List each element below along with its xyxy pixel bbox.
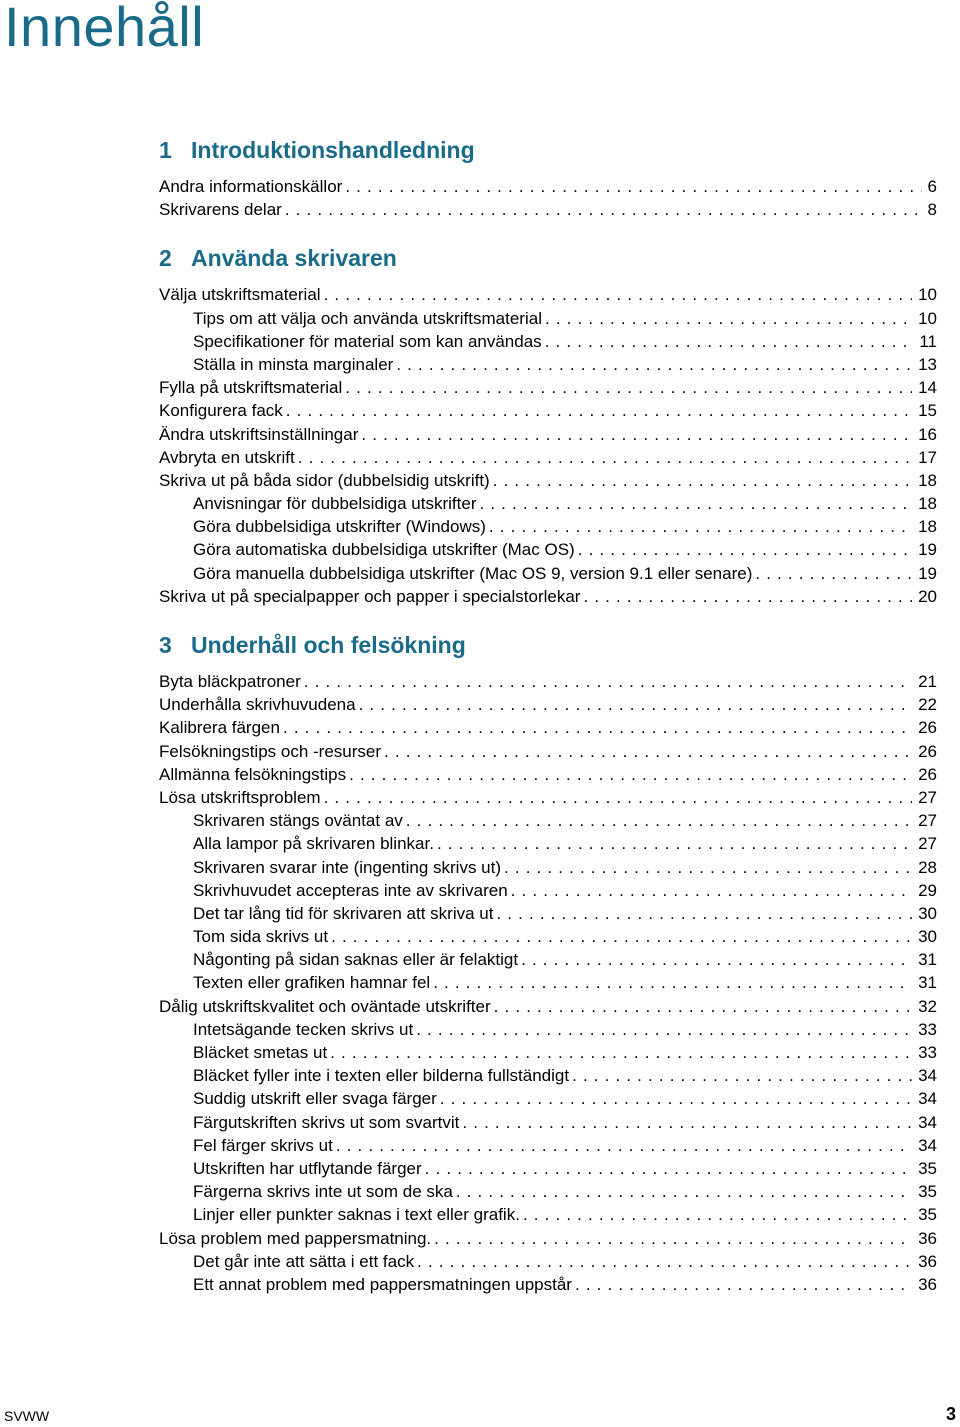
table-of-contents [159, 137, 937, 1296]
dot-leader [324, 786, 913, 809]
toc-entry-page-number: 34 [918, 1066, 937, 1086]
toc-entry[interactable] [159, 1134, 937, 1157]
toc-entry[interactable] [159, 562, 937, 585]
dot-leader [298, 446, 912, 469]
toc-entry-label: Fel färger skrivs ut [193, 1135, 333, 1155]
toc-entry-label: Färgerna skrivs inte ut som de ska [193, 1182, 453, 1202]
toc-entry-page-number: 17 [918, 447, 937, 467]
dot-leader [425, 1157, 912, 1180]
toc-entry-label: Utskriften har utflytande färger [193, 1158, 422, 1178]
toc-entry-label: Tom sida skrivs ut [193, 927, 329, 947]
toc-entry[interactable] [159, 670, 937, 693]
toc-entry[interactable] [159, 925, 937, 948]
toc-entry-page-number: 22 [918, 695, 937, 715]
toc-entry-page-number: 36 [918, 1274, 937, 1294]
toc-entry[interactable] [159, 538, 937, 561]
toc-entry-page-number: 20 [918, 586, 937, 606]
toc-entry-label: Suddig utskrift eller svaga färger [193, 1089, 437, 1109]
dot-leader [493, 469, 912, 492]
chapter-heading[interactable] [159, 245, 937, 283]
dot-leader [456, 1180, 912, 1203]
dot-leader [496, 902, 912, 925]
footer-page-number: 3 [945, 1404, 956, 1424]
toc-entry[interactable] [159, 809, 937, 832]
dot-leader [479, 492, 912, 515]
dot-leader [336, 1134, 912, 1157]
toc-entry-label: Linjer eller punkter saknas i text eller grafik. [193, 1205, 520, 1225]
toc-entry[interactable] [159, 492, 937, 515]
toc-entry-label: Ett annat problem med pappersmatningen uppstår [193, 1274, 572, 1294]
toc-entry-label: Skriva ut på båda sidor (dubbelsidig utskrift) [159, 470, 490, 490]
toc-entry[interactable] [159, 1250, 937, 1273]
toc-entry-page-number: 11 [919, 331, 937, 351]
toc-entry-label: Andra informationskällor [159, 177, 343, 196]
toc-entry[interactable] [159, 330, 937, 353]
dot-leader [521, 948, 912, 971]
toc-entry-label: Byta bläckpatroner [159, 672, 301, 691]
toc-entry-label: Felsökningstips och -resurser [159, 741, 382, 761]
toc-entry-page-number: 19 [918, 563, 937, 583]
toc-entry-page-number: 31 [918, 950, 937, 970]
toc-entry[interactable] [159, 1041, 937, 1064]
toc-entry-page-number: 30 [918, 927, 937, 947]
dot-leader [286, 399, 912, 422]
toc-entry[interactable] [159, 353, 937, 376]
dot-leader [396, 353, 912, 376]
chapter-title: Introduktionshandledning [191, 137, 475, 163]
toc-entry-page-number: 35 [918, 1158, 937, 1178]
toc-entry-page-number: 14 [918, 378, 937, 398]
toc-entry[interactable] [159, 995, 937, 1018]
toc-entry-page-number: 18 [918, 517, 937, 537]
dot-leader [545, 307, 912, 330]
toc-entry[interactable] [159, 693, 937, 716]
toc-entry-page-number: 19 [918, 540, 937, 560]
toc-entry-label: Ställa in minsta marginaler [193, 354, 394, 374]
toc-entry[interactable] [159, 856, 937, 879]
chapter-heading[interactable] [159, 137, 937, 175]
dot-leader [545, 330, 914, 353]
toc-entry-label: Någonting på sidan saknas eller är felaktigt [193, 950, 519, 970]
toc-entry-page-number: 34 [918, 1089, 937, 1109]
toc-entry-label: Tips om att välja och använda utskriftsmaterial [193, 308, 542, 328]
dot-leader [359, 693, 913, 716]
toc-entry-page-number: 26 [918, 718, 937, 738]
dot-leader [462, 1111, 912, 1134]
toc-entry-page-number: 33 [918, 1043, 937, 1062]
dot-leader [578, 538, 912, 561]
toc-entry-page-number: 34 [918, 1112, 937, 1132]
toc-entry-label: Bläcket fyller inte i texten eller bilderna fullständigt [193, 1066, 570, 1086]
toc-entry-label: Fylla på utskriftsmaterial [159, 378, 343, 398]
dot-leader [285, 198, 922, 221]
toc-entry-page-number: 27 [918, 834, 937, 854]
toc-entry-label: Bläcket smetas ut [193, 1043, 328, 1062]
dot-leader [324, 283, 913, 306]
toc-entry-label: Texten eller grafiken hamnar fel [193, 973, 431, 993]
dot-leader [434, 1227, 912, 1250]
footer-left-text: SVWW [4, 1408, 50, 1424]
toc-entry-label: Skriva ut på specialpapper och papper i specialstorlekar [159, 586, 581, 606]
toc-entry[interactable] [159, 1180, 937, 1203]
chapter-title: Använda skrivaren [191, 245, 397, 272]
toc-entry-label: Intetsägande tecken skrivs ut [193, 1019, 414, 1039]
chapter-number: 2 [159, 245, 172, 272]
toc-entry-label: Alla lampor på skrivaren blinkar. [193, 834, 434, 854]
toc-entry[interactable] [159, 1087, 937, 1110]
toc-entry-page-number: 21 [918, 672, 937, 691]
chapter-heading[interactable] [159, 632, 937, 670]
toc-entry[interactable] [159, 175, 937, 198]
toc-entry[interactable] [159, 1064, 937, 1087]
toc-entry-page-number: 33 [918, 1019, 937, 1039]
toc-entry-label: Specifikationer för material som kan användas [193, 331, 542, 351]
toc-entry-page-number: 27 [918, 811, 937, 831]
toc-entry[interactable] [159, 1203, 937, 1226]
toc-entry[interactable] [159, 902, 937, 925]
toc-entry-label: Välja utskriftsmaterial [159, 285, 321, 305]
toc-entry[interactable] [159, 469, 937, 492]
toc-entry-label: Göra manuella dubbelsidiga utskrifter (Mac OS 9, version 9.1 eller senare) [193, 563, 753, 583]
dot-leader [433, 971, 912, 994]
toc-entry-page-number: 13 [918, 354, 937, 374]
toc-entry[interactable] [159, 716, 937, 739]
dot-leader [283, 716, 912, 739]
toc-entry[interactable] [159, 1157, 937, 1180]
toc-entry-page-number: 26 [918, 764, 937, 784]
dot-leader [504, 856, 912, 879]
toc-entry-page-number: 18 [918, 470, 937, 490]
toc-entry-page-number: 36 [918, 1251, 937, 1271]
toc-entry[interactable] [159, 879, 937, 902]
toc-entry-page-number: 35 [918, 1182, 937, 1202]
toc-entry-page-number: 31 [918, 973, 937, 993]
dot-leader [575, 1273, 912, 1296]
dot-leader [349, 763, 912, 786]
dot-leader [416, 1018, 912, 1041]
dot-leader [345, 175, 921, 198]
toc-entry[interactable] [159, 1018, 937, 1041]
toc-entry-page-number: 15 [918, 401, 937, 421]
toc-entry[interactable] [159, 971, 937, 994]
dot-leader [494, 995, 912, 1018]
toc-entry[interactable] [159, 307, 937, 330]
toc-entry-page-number: 16 [918, 424, 937, 444]
dot-leader [511, 879, 912, 902]
toc-entry-page-number: 27 [918, 787, 937, 807]
toc-entry[interactable] [159, 1227, 937, 1250]
toc-entry-page-number: 35 [918, 1205, 937, 1225]
dot-leader [437, 832, 912, 855]
toc-entry-label: Anvisningar för dubbelsidiga utskrifter [193, 494, 477, 514]
chapter-number: 3 [159, 632, 172, 658]
page-title: Innehåll [4, 0, 205, 58]
dot-leader [345, 376, 912, 399]
toc-entry[interactable] [159, 283, 937, 306]
toc-entry[interactable] [159, 1273, 937, 1296]
dot-leader [489, 515, 912, 538]
toc-entry-label: Färgutskriften skrivs ut som svartvit [193, 1112, 460, 1132]
toc-entry[interactable] [159, 948, 937, 971]
toc-entry-page-number: 26 [918, 741, 937, 761]
dot-leader [440, 1087, 912, 1110]
toc-entry-page-number: 10 [918, 308, 937, 328]
toc-entry[interactable] [159, 515, 937, 538]
toc-entry-label: Allmänna felsökningstips [159, 764, 347, 784]
toc-entry[interactable] [159, 446, 937, 469]
toc-entry-label: Det tar lång tid för skrivaren att skriva ut [193, 903, 494, 923]
toc-entry-label: Kalibrera färgen [159, 718, 280, 738]
dot-leader [384, 740, 912, 763]
toc-entry[interactable] [159, 786, 937, 809]
toc-entry-label: Avbryta en utskrift [159, 447, 295, 467]
toc-entry-page-number: 32 [918, 996, 937, 1016]
dot-leader [304, 670, 912, 693]
toc-entry[interactable] [159, 740, 937, 763]
dot-leader [417, 1250, 912, 1273]
dot-leader [523, 1203, 912, 1226]
toc-entry-label: Lösa utskriftsproblem [159, 787, 321, 807]
toc-entry-page-number: 28 [918, 857, 937, 877]
toc-entry-page-number: 18 [918, 494, 937, 514]
toc-entry[interactable] [159, 832, 937, 855]
toc-entry-label: Skrivhuvudet accepteras inte av skrivaren [193, 880, 508, 900]
toc-entry[interactable] [159, 585, 937, 608]
dot-leader [755, 562, 912, 585]
dot-leader [330, 1041, 912, 1064]
toc-entry-label: Göra automatiska dubbelsidiga utskrifter (Mac OS) [193, 540, 575, 560]
toc-entry-label: Underhålla skrivhuvudena [159, 695, 356, 715]
toc-entry-label: Ändra utskriftsinställningar [159, 424, 359, 444]
toc-entry-page-number: 10 [918, 285, 937, 305]
chapter-title: Underhåll och felsökning [191, 632, 466, 658]
dot-leader [331, 925, 912, 948]
toc-entry-label: Dålig utskriftskvalitet och oväntade utskrifter [159, 996, 491, 1016]
toc-entry-label: Skrivarens delar [159, 200, 282, 220]
toc-entry-page-number: 36 [918, 1228, 937, 1248]
toc-entry-label: Göra dubbelsidiga utskrifter (Windows) [193, 517, 486, 537]
dot-leader [583, 585, 912, 608]
toc-entry[interactable] [159, 423, 937, 446]
toc-entry[interactable] [159, 763, 937, 786]
toc-entry-label: Det går inte att sätta i ett fack [193, 1251, 415, 1271]
dot-leader [406, 809, 912, 832]
toc-entry[interactable] [159, 1111, 937, 1134]
toc-entry-page-number: 6 [927, 177, 937, 196]
toc-entry[interactable] [159, 198, 937, 221]
toc-entry-page-number: 29 [918, 880, 937, 900]
toc-entry-label: Konfigurera fack [159, 401, 283, 421]
toc-entry-label: Skrivaren svarar inte (ingenting skrivs ut) [193, 857, 502, 877]
toc-entry-label: Lösa problem med pappersmatning. [159, 1228, 432, 1248]
toc-entry-page-number: 30 [918, 903, 937, 923]
dot-leader [361, 423, 912, 446]
toc-entry-page-number: 8 [927, 200, 937, 220]
toc-entry-label: Skrivaren stängs oväntat av [193, 811, 403, 831]
dot-leader [572, 1064, 912, 1087]
toc-entry[interactable] [159, 399, 937, 422]
chapter-number: 1 [159, 137, 172, 163]
toc-entry[interactable] [159, 376, 937, 399]
toc-entry-page-number: 34 [918, 1135, 937, 1155]
